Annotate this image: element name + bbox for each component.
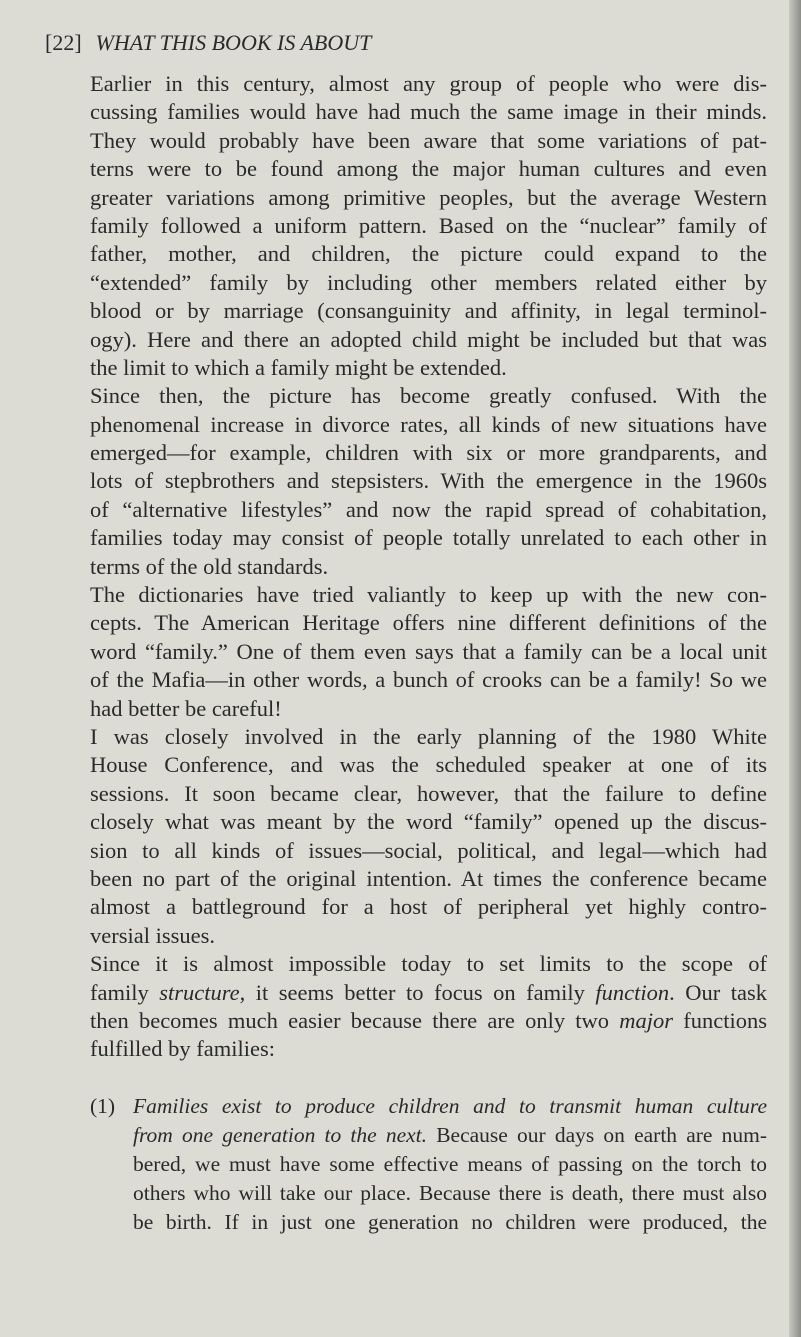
- text-line: [90, 837, 767, 865]
- text-line: [90, 269, 767, 297]
- text-segment: “extended” family by including other members related either by: [90, 269, 767, 295]
- text-segment: Earlier in this century, almost any group of people who were dis-: [90, 71, 767, 96]
- text-segment: The dictionaries have tried valiantly to keep up with the new con-: [90, 582, 767, 608]
- text-line: [90, 950, 767, 978]
- text-segment: of “alternative lifestyles” and now the rapid spread of cohabitation,: [90, 496, 767, 522]
- text-line: [90, 865, 767, 893]
- text-line: [90, 354, 767, 382]
- paragraph: [90, 581, 767, 723]
- text-segment: of the Mafia—in other words, a bunch of crooks can be a family! So we: [90, 667, 767, 693]
- text-line: [90, 581, 767, 609]
- page-edge-shadow: [789, 0, 801, 1337]
- text-line: [90, 240, 767, 268]
- text-segment: cussing families would have had much the same image in their minds.: [90, 99, 767, 125]
- text-segment: functions: [673, 1007, 767, 1033]
- text-segment: others who will take our place. Because there is death, there must also: [133, 1181, 767, 1205]
- text-segment: sessions. It soon became clear, however, that the failure to define: [90, 780, 767, 806]
- text-line: [90, 326, 767, 354]
- text-segment: . Our task: [669, 979, 767, 1005]
- text-segment: lots of stepbrothers and stepsisters. With the emergence in the 1960s: [90, 468, 767, 494]
- text-line: [90, 666, 767, 694]
- text-line: [90, 184, 767, 212]
- text-segment: bered, we must have some effective means of passing on the torch to: [133, 1152, 767, 1176]
- text-segment: , it seems better to focus on family: [239, 979, 596, 1005]
- text-segment: phenomenal increase in divorce rates, all kinds of new situations have: [90, 411, 767, 437]
- text-line: [90, 70, 767, 98]
- italic-text: from one generation to the next.: [133, 1123, 428, 1147]
- paragraph: [90, 70, 767, 382]
- text-line: [90, 382, 767, 410]
- text-segment: They would probably have been aware that some variations of pat-: [90, 127, 767, 153]
- text-segment: House Conference, and was the scheduled speaker at one of its: [90, 752, 767, 778]
- text-line: [90, 496, 767, 524]
- numbered-list-item: [90, 1092, 767, 1237]
- paragraph: [90, 723, 767, 950]
- text-segment: families today may consist of people totally unrelated to each other in: [90, 525, 767, 551]
- text-segment: terns were to be found among the major human cultures and even: [90, 156, 767, 182]
- text-segment: family: [90, 979, 160, 1005]
- text-line: [90, 780, 767, 808]
- text-line: [90, 553, 767, 581]
- body-text: [90, 70, 767, 1064]
- text-line: [90, 439, 767, 467]
- text-line: [90, 609, 767, 637]
- text-segment: versial issues.: [90, 922, 215, 948]
- text-segment: closely what was meant by the word “family” opened up the discus-: [90, 809, 767, 835]
- text-segment: then becomes much easier because there are only two: [90, 1007, 620, 1033]
- text-segment: I was closely involved in the early planning of the 1980 White: [90, 723, 767, 749]
- text-line: [133, 1179, 767, 1208]
- text-segment: fulfilled by families:: [90, 1036, 275, 1062]
- text-segment: ogy). Here and there an adopted child might be included but that was: [90, 326, 767, 352]
- text-line: [90, 979, 767, 1007]
- page-number: [22]: [45, 30, 82, 55]
- running-title: WHAT THIS BOOK IS ABOUT: [95, 30, 372, 55]
- text-segment: Since it is almost impossible today to set limits to the scope of: [90, 951, 767, 977]
- text-segment: had better be careful!: [90, 695, 282, 721]
- paragraph: [90, 950, 767, 1064]
- text-line: [90, 922, 767, 950]
- running-header: [45, 30, 371, 56]
- text-line: [133, 1208, 767, 1237]
- text-segment: the limit to which a family might be extended.: [90, 354, 507, 380]
- text-segment: family followed a uniform pattern. Based on the “nuclear” family of: [90, 212, 767, 238]
- text-line: [133, 1150, 767, 1179]
- text-segment: emerged—for example, children with six or more grandparents, and: [90, 440, 767, 466]
- text-line: [90, 638, 767, 666]
- text-segment: been no part of the original intention. At times the conference became: [90, 865, 767, 891]
- text-segment: word “family.” One of them even says that a family can be a local unit: [90, 638, 767, 664]
- text-segment: father, mother, and children, the picture could expand to the: [90, 241, 767, 267]
- text-segment: Since then, the picture has become greatly confused. With the: [90, 383, 767, 409]
- text-line: [90, 297, 767, 325]
- text-line: [90, 751, 767, 779]
- italic-text: structure: [159, 979, 240, 1005]
- text-segment: greater variations among primitive peoples, but the average Western: [90, 184, 767, 210]
- text-line: [90, 155, 767, 183]
- text-line: [133, 1121, 767, 1150]
- text-line: [90, 808, 767, 836]
- italic-text: function: [595, 979, 670, 1005]
- text-segment: terms of the old standards.: [90, 553, 329, 579]
- text-line: [133, 1092, 767, 1121]
- text-segment: cepts. The American Heritage offers nine different definitions of the: [90, 610, 767, 636]
- text-segment: almost a battleground for a host of peripheral yet highly contro-: [90, 894, 767, 920]
- text-line: [90, 524, 767, 552]
- list-number: (1): [90, 1094, 116, 1118]
- text-segment: Because our days on earth are num-: [427, 1123, 768, 1147]
- text-line: [90, 695, 767, 723]
- italic-text: Families exist to produce children and to transmit human culture: [133, 1094, 767, 1118]
- text-segment: blood or by marriage (consanguinity and affinity, in legal terminol-: [90, 298, 767, 324]
- text-line: [90, 893, 767, 921]
- text-line: [90, 1035, 767, 1063]
- text-line: [90, 411, 767, 439]
- list-item-text: [133, 1092, 767, 1237]
- italic-text: major: [619, 1007, 674, 1033]
- text-line: [90, 1007, 767, 1035]
- text-line: [90, 98, 767, 126]
- text-line: [90, 467, 767, 495]
- text-line: [90, 723, 767, 751]
- text-segment: sion to all kinds of issues—social, political, and legal—which had: [90, 837, 767, 863]
- text-line: [90, 212, 767, 240]
- text-segment: be birth. If in just one generation no children were produced, the: [133, 1210, 767, 1234]
- text-line: [90, 127, 767, 155]
- paragraph: [90, 382, 767, 581]
